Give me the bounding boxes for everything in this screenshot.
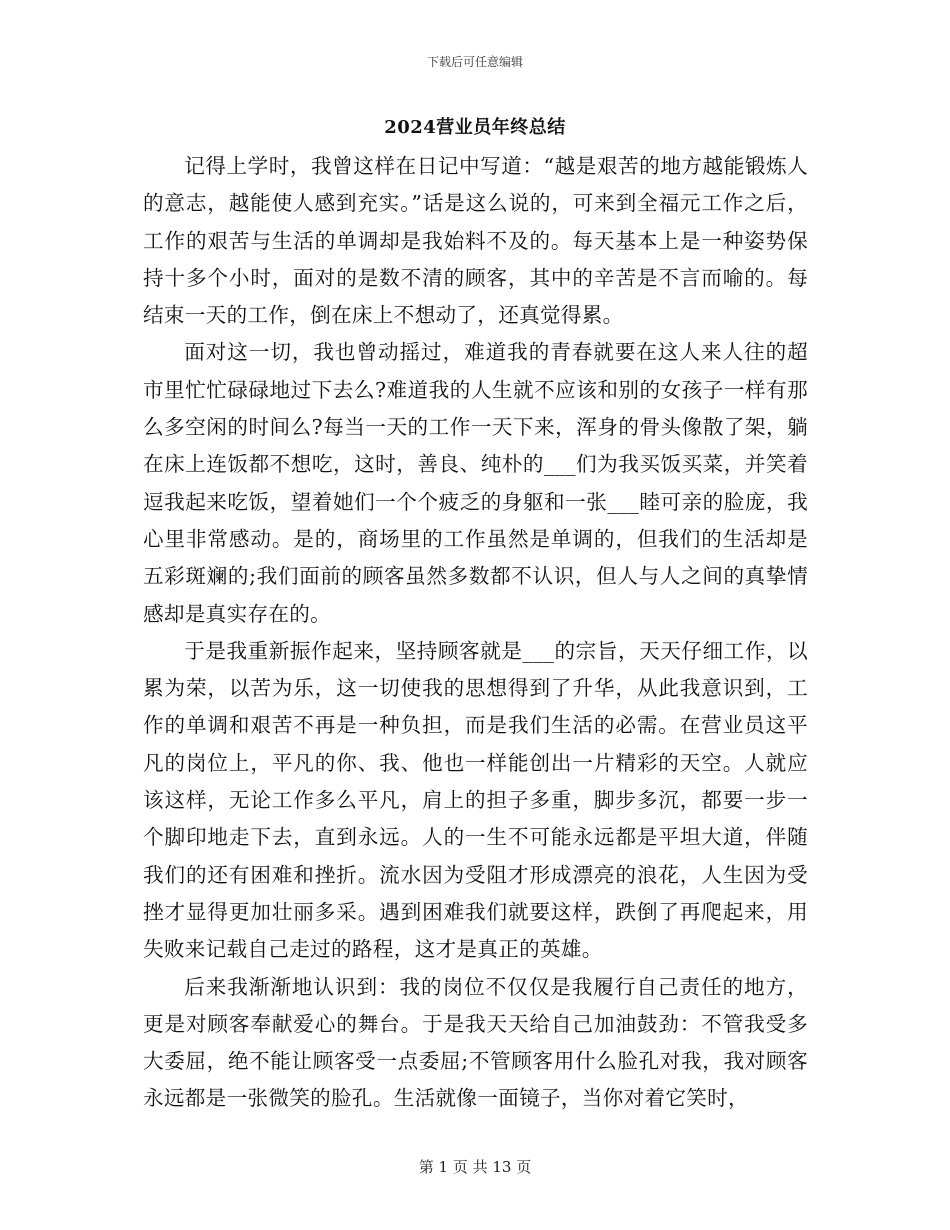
page-footer: 第 1 页 共 13 页 xyxy=(418,1158,532,1176)
paragraph: 面对这一切，我也曾动摇过，难道我的青春就要在这人来人往的超市里忙忙碌碌地过下去么?难道我的人生就不应该和别的女孩子一样有那么多空闲的时间么?每当一天的工作一天下来，浑身的骨头像散了架，躺在床上连饭都不想吃，这时，善良、纯朴的___们为我买饭买菜，并笑着逗我起来吃饭，望着她们一个个疲乏的身躯和一张___睦可亲的脸庞，我心里非常感动。是的，商场里的工作虽然是单调的，但我们的生活却是五彩斑斓的;我们面前的顾客虽然多数都不认识，但人与人之间的真挚情感却是真实存在的。 xyxy=(143,340,808,626)
paragraph: 后来我渐渐地认识到：我的岗位不仅仅是我履行自己责任的地方，更是对顾客奉献爱心的舞台。于是我天天给自己加油鼓劲：不管我受多大委屈，绝不能让顾客受一点委屈;不管顾客用什么脸孔对我，我对顾客永远都是一张微笑的脸孔。生活就像一面镜子，当你对着它笑时， xyxy=(143,974,808,1111)
document-body xyxy=(143,148,808,1118)
paragraph: 记得上学时，我曾这样在日记中写道：“越是艰苦的地方越能锻炼人的意志，越能使人感到充实。”话是这么说的，可来到全福元工作之后，工作的艰苦与生活的单调却是我始料不及的。每天基本上是一种姿势保持十多个小时，面对的是数不清的顾客，其中的辛苦是不言而喻的。每结束一天的工作，倒在床上不想动了，还真觉得累。 xyxy=(143,154,808,328)
header-note: 下载后可任意编辑 xyxy=(426,55,523,69)
document-title: 2024营业员年终总结 xyxy=(384,117,566,138)
paragraph: 于是我重新振作起来，坚持顾客就是___的宗旨，天天仔细工作，以累为荣，以苦为乐，这一切使我的思想得到了升华，从此我意识到，工作的单调和艰苦不再是一种负担，而是我们生活的必需。在营业员这平凡的岗位上，平凡的你、我、他也一样能创出一片精彩的天空。人就应该这样，无论工作多么平凡，肩上的担子多重，脚步多沉，都要一步一个脚印地走下去，直到永远。人的一生不可能永远都是平坦大道，伴随我们的还有困难和挫折。流水因为受阻才形成漂亮的浪花，人生因为受挫才显得更加壮丽多采。遇到困难我们就要这样，跌倒了再爬起来，用失败来记载自己走过的路程，这才是真正的英雄。 xyxy=(143,638,808,962)
